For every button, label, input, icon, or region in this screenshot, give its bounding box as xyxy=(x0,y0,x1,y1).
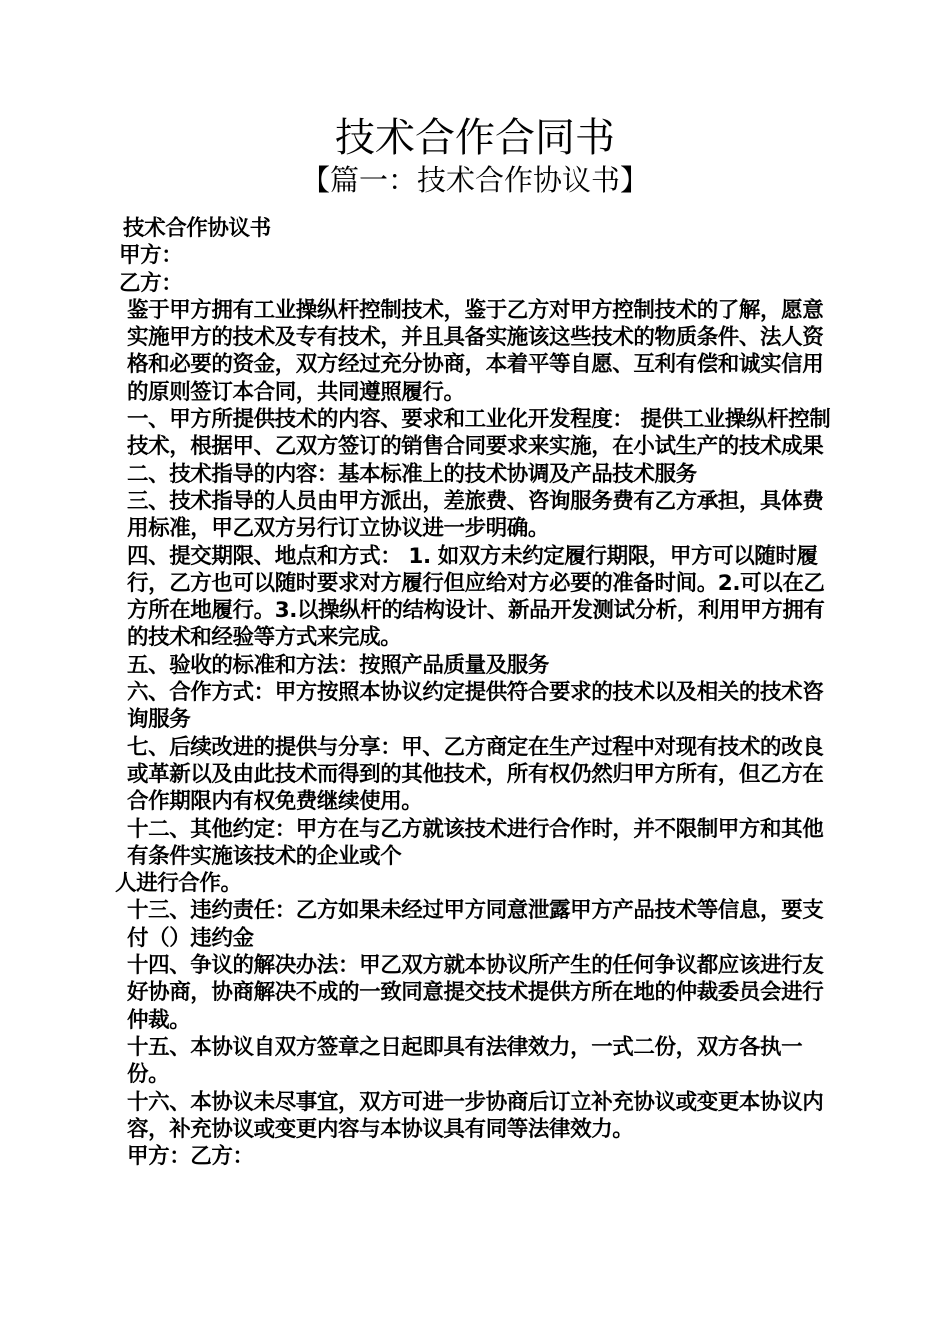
party-a-line: 甲方： xyxy=(119,243,183,269)
paragraph-clause-14: 十四、争议的解决办法：甲乙双方就本协议所产生的任何争议都应该进行友好协商，协商解决不成的一致同意提交技术提供方所在地的仲裁委员会进行仲裁。 xyxy=(127,953,824,1033)
party-b-line: 乙方： xyxy=(119,270,183,296)
paragraph-clause-15: 十五、本协议自双方签章之日起即具有法律效力，一式二份，双方各执一份。 xyxy=(127,1034,803,1088)
paragraph-clause-6: 六、合作方式：甲方按照本协议约定提供符合要求的技术以及相关的技术咨询服务 xyxy=(127,680,824,733)
paragraph-preamble: 鉴于甲方拥有工业操纵杆控制技术，鉴于乙方对甲方控制技术的了解，愿意实施甲方的技术及专有技术，并且具备实施该这些技术的物质条件、法人资格和必要的资金，双方经过充分协商，本着平等自愿、互利有偿和诚实信用的原则签订本合同，共同遵照履行。 xyxy=(127,297,824,405)
paragraph-clause-3: 三、技术指导的人员由甲方派出，差旅费、咨询服务费有乙方承担，具体费用标准，甲乙双方另行订立协议进一步明确。 xyxy=(127,488,824,542)
paragraph-clause-13: 十三、违约责任：乙方如果未经过甲方同意泄露甲方产品技术等信息，要支付（）违约金 xyxy=(127,898,824,951)
signature-line: 甲方：乙方： xyxy=(127,1144,254,1170)
agreement-heading: 技术合作协议书 xyxy=(123,216,271,241)
paragraph-clause-7: 七、后续改进的提供与分享：甲、乙方商定在生产过程中对现有技术的改良或革新以及由此技术而得到的其他技术，所有权仍然归甲方所有，但乙方在合作期限内有权免费继续使用。 xyxy=(127,734,824,815)
paragraph-clause-16: 十六、本协议未尽事宜，双方可进一步协商后订立补充协议或变更本协议内容，补充协议或变更内容与本协议具有同等法律效力。 xyxy=(127,1089,824,1142)
document-title: 技术合作合同书 xyxy=(335,115,615,161)
paragraph-clause-12-continued: 人进行合作。 xyxy=(115,871,242,897)
paragraph-clause-2: 二、技术指导的内容：基本标准上的技术协调及产品技术服务 xyxy=(127,461,697,487)
paragraph-clause-1: 一、甲方所提供技术的内容、要求和工业化开发程度： 提供工业操纵杆控制技术，根据甲、乙双方签订的销售合同要求来实施，在小试生产的技术成果 xyxy=(127,407,831,460)
document-body xyxy=(115,215,840,1170)
paragraph-clause-5: 五、验收的标准和方法：按照产品质量及服务 xyxy=(127,652,550,678)
paragraph-clause-12: 十二、其他约定：甲方在与乙方就该技术进行合作时，并不限制甲方和其他有条件实施该技术的企业或个 xyxy=(127,816,824,869)
paragraph-clause-4: 四、提交期限、地点和方式： 1. 如双方未约定履行期限，甲方可以随时履行，乙方也可以随时要求对方履行但应给对方必要的准备时间。2.可以在乙方所在地履行。3.以操纵杆的结构设计、新品开发测试分析，利用甲方拥有的技术和经验等方式来完成。 xyxy=(127,543,825,651)
document-subtitle: 【篇一：技术合作协议书】 xyxy=(300,163,649,197)
